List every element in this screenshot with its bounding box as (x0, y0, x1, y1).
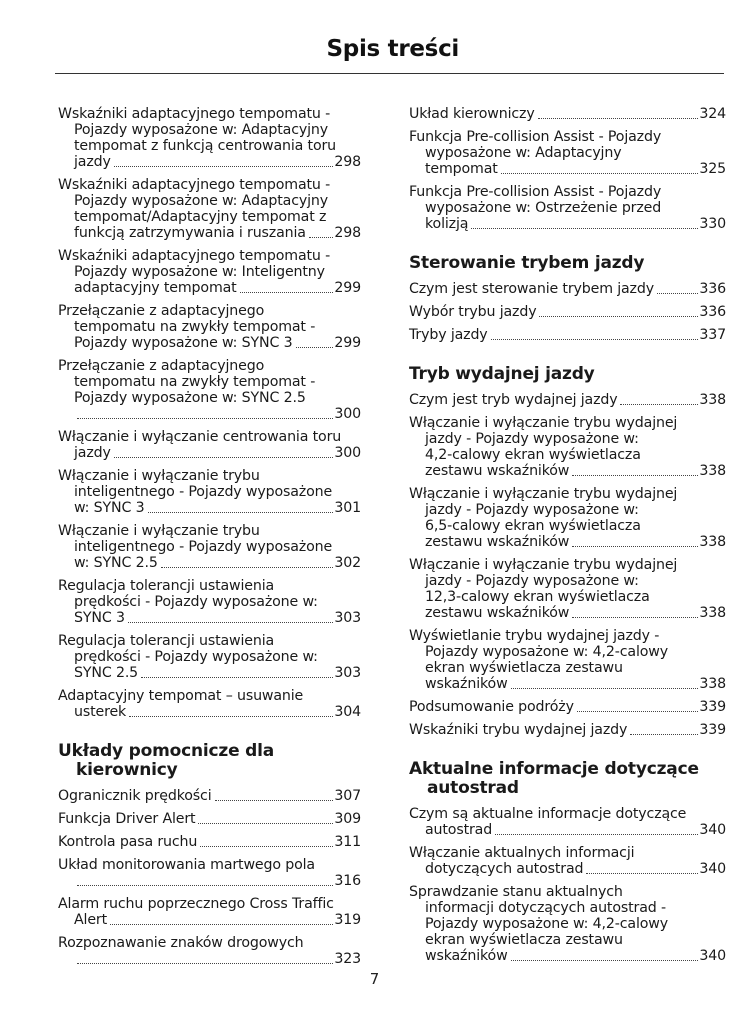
toc-page-number: 303 (334, 665, 361, 681)
section-heading: Sterowanie trybem jazdy (409, 253, 645, 273)
toc-entry-line: Przełączanie z adaptacyjnego (58, 358, 265, 374)
toc-entry-text: Wskaźniki trybu wydajnej jazdy (409, 722, 628, 738)
toc-page-number: 298 (334, 225, 361, 241)
toc-entry[interactable] (409, 557, 726, 621)
dot-leader (129, 715, 333, 717)
dot-leader (77, 884, 333, 886)
toc-entry[interactable] (409, 806, 726, 838)
toc-entry[interactable] (58, 106, 361, 170)
toc-entry-line: Alarm ruchu poprzecznego Cross Traffic (58, 896, 334, 912)
toc-entry-text: Pojazdy wyposażone w: SYNC 3 (74, 335, 293, 351)
toc-entry[interactable] (409, 845, 726, 877)
toc-entry-line: jazdy - Pojazdy wyposażone w: (425, 502, 639, 518)
toc-page-number: 307 (334, 788, 361, 804)
toc-entry-text: Podsumowanie podróży (409, 699, 574, 715)
toc-page-number: 309 (334, 811, 361, 827)
toc-page-number: 336 (699, 281, 726, 297)
toc-page-number: 338 (699, 534, 726, 550)
toc-page-number: 300 (334, 406, 361, 422)
toc-entry-line: 6,5-calowy ekran wyświetlacza (425, 518, 641, 534)
toc-entry-text: wskaźników (425, 948, 508, 964)
toc-entry-line: Włączanie i wyłączanie trybu wydajnej (409, 415, 678, 431)
toc-entry-text: tempomat (425, 161, 498, 177)
left-column (58, 106, 361, 974)
toc-entry-line: Regulacja tolerancji ustawienia (58, 578, 275, 594)
toc-entry[interactable] (409, 884, 726, 964)
toc-page-number: 338 (699, 605, 726, 621)
toc-entry[interactable] (409, 392, 726, 408)
toc-page-number: 330 (699, 216, 726, 232)
dot-leader (240, 291, 334, 293)
toc-entry[interactable] (409, 304, 726, 320)
toc-page-number: 324 (699, 106, 726, 122)
toc-entry[interactable] (58, 896, 361, 928)
dot-leader (471, 227, 698, 229)
dot-leader (148, 511, 334, 513)
toc-entry[interactable] (58, 429, 361, 461)
toc-entry-line: Układ monitorowania martwego pola (58, 857, 315, 873)
toc-page-number: 304 (334, 704, 361, 720)
toc-entry-text: Kontrola pasa ruchu (58, 834, 198, 850)
toc-entry[interactable] (409, 129, 726, 177)
toc-entry-text: Alert (74, 912, 108, 928)
dot-leader (511, 959, 699, 961)
toc-entry[interactable] (58, 857, 361, 889)
toc-entry-line: Pojazdy wyposażone w: 4,2-calowy (425, 644, 668, 660)
toc-page-number: 337 (699, 327, 726, 343)
toc-entry-text: SYNC 3 (74, 610, 125, 626)
dot-leader (511, 687, 699, 689)
toc-page-number: 319 (334, 912, 361, 928)
toc-page-number: 340 (699, 822, 726, 838)
dot-leader (657, 292, 698, 294)
toc-entry-line: tempomat z funkcją centrowania toru (74, 138, 337, 154)
toc-entry-line: Czym są aktualne informacje dotyczące (409, 806, 687, 822)
dot-leader (296, 346, 334, 348)
toc-entry-line: Włączanie i wyłączanie trybu wydajnej (409, 486, 678, 502)
toc-page-number: 302 (334, 555, 361, 571)
dot-leader (572, 616, 698, 618)
toc-page-number: 338 (699, 463, 726, 479)
toc-entry-line: prędkości - Pojazdy wyposażone w: (74, 649, 318, 665)
toc-entry-line: Sprawdzanie stanu aktualnych (409, 884, 623, 900)
toc-entry[interactable] (409, 327, 726, 343)
dot-leader (215, 799, 334, 801)
toc-entry[interactable] (409, 415, 726, 479)
dot-leader (586, 872, 698, 874)
toc-page-number: 300 (334, 445, 361, 461)
dot-leader (309, 236, 334, 238)
toc-entry-line: Włączanie i wyłączanie trybu wydajnej (409, 557, 678, 573)
toc-entry-text: zestawu wskaźników (425, 463, 570, 479)
toc-page-number: 303 (334, 610, 361, 626)
toc-page-number: 339 (699, 722, 726, 738)
toc-entry-line: wyposażone w: Ostrzeżenie przed (425, 200, 662, 216)
dot-leader (161, 566, 334, 568)
page-title: Spis treści (326, 36, 459, 62)
toc-entry[interactable] (58, 303, 361, 351)
toc-page-number: 338 (699, 392, 726, 408)
toc-page-number: 298 (334, 154, 361, 170)
toc-entry[interactable] (58, 248, 361, 296)
toc-entry-line: prędkości - Pojazdy wyposażone w: (74, 594, 318, 610)
dot-leader (77, 962, 333, 964)
toc-entry-line: Regulacja tolerancji ustawienia (58, 633, 275, 649)
toc-entry[interactable] (58, 358, 361, 422)
dot-leader (630, 733, 698, 735)
toc-entry[interactable] (58, 834, 361, 850)
toc-entry-line: Wskaźniki adaptacyjnego tempomatu - (58, 248, 331, 264)
right-column (409, 106, 726, 971)
toc-entry-line: Funkcja Pre-collision Assist - Pojazdy (409, 129, 662, 145)
toc-entry-text: zestawu wskaźników (425, 605, 570, 621)
section-heading: Tryb wydajnej jazdy (409, 364, 595, 384)
toc-entry-line: 4,2-calowy ekran wyświetlacza (425, 447, 641, 463)
toc-entry-text: Czym jest sterowanie trybem jazdy (409, 281, 654, 297)
toc-entry-line: Pojazdy wyposażone w: Adaptacyjny (74, 122, 328, 138)
toc-entry[interactable] (58, 578, 361, 626)
dot-leader (572, 545, 698, 547)
toc-entry-text: jazdy (74, 445, 111, 461)
dot-leader (491, 338, 699, 340)
toc-entry[interactable] (409, 184, 726, 232)
section-heading: Aktualne informacje dotyczące autostrad (409, 759, 699, 798)
toc-entry-text: Tryby jazdy (409, 327, 488, 343)
dot-leader (538, 117, 699, 119)
toc-entry-line: Funkcja Pre-collision Assist - Pojazdy (409, 184, 662, 200)
toc-entry-text: adaptacyjny tempomat (74, 280, 237, 296)
toc-entry-line: jazdy - Pojazdy wyposażone w: (425, 431, 639, 447)
toc-entry-line: Włączanie aktualnych informacji (409, 845, 635, 861)
toc-entry[interactable] (409, 281, 726, 297)
header-rule (55, 73, 724, 74)
dot-leader (114, 165, 334, 167)
dot-leader (200, 845, 333, 847)
toc-entry-line: wyposażone w: Adaptacyjny (425, 145, 622, 161)
toc-entry-text: Wybór trybu jazdy (409, 304, 537, 320)
toc-page-number: 336 (699, 304, 726, 320)
dot-leader (114, 456, 334, 458)
toc-entry-line: jazdy - Pojazdy wyposażone w: (425, 573, 639, 589)
toc-entry-line: Pojazdy wyposażone w: Inteligentny (74, 264, 325, 280)
toc-entry-line: inteligentnego - Pojazdy wyposażone (74, 484, 333, 500)
toc-page-number: 316 (334, 873, 361, 889)
toc-entry[interactable] (409, 722, 726, 738)
toc-entry[interactable] (409, 628, 726, 692)
toc-entry-line: inteligentnego - Pojazdy wyposażone (74, 539, 333, 555)
toc-entry-line: Pojazdy wyposażone w: SYNC 2.5 (74, 390, 306, 406)
toc-entry-line: Pojazdy wyposażone w: 4,2-calowy (425, 916, 668, 932)
toc-entry-line: Włączanie i wyłączanie trybu (58, 468, 260, 484)
toc-entry-text: usterek (74, 704, 127, 720)
section-heading: Układy pomocnicze dla kierownicy (58, 741, 274, 780)
toc-entry-line: 12,3-calowy ekran wyświetlacza (425, 589, 650, 605)
toc-entry-text: kolizją (425, 216, 469, 232)
toc-entry-text: w: SYNC 2.5 (74, 555, 158, 571)
toc-entry[interactable] (58, 523, 361, 571)
toc-page-number: 340 (699, 861, 726, 877)
dot-leader (141, 676, 333, 678)
toc-page-number: 299 (334, 280, 361, 296)
toc-page-number: 323 (334, 951, 361, 967)
toc-page-number: 311 (334, 834, 361, 850)
dot-leader (110, 923, 333, 925)
toc-entry-text: autostrad (425, 822, 493, 838)
toc-entry-text: jazdy (74, 154, 111, 170)
toc-entry-line: ekran wyświetlacza zestawu (425, 660, 623, 676)
dot-leader (620, 403, 698, 405)
toc-entry-line: ekran wyświetlacza zestawu (425, 932, 623, 948)
toc-entry[interactable] (58, 811, 361, 827)
toc-entry-text: Czym jest tryb wydajnej jazdy (409, 392, 618, 408)
dot-leader (77, 417, 333, 419)
toc-page-number: 301 (334, 500, 361, 516)
toc-entry-line: tempomatu na zwykły tempomat - (74, 319, 316, 335)
toc-page-number: 299 (334, 335, 361, 351)
dot-leader (539, 315, 698, 317)
page-number: 7 (369, 970, 380, 988)
toc-entry-text: wskaźników (425, 676, 508, 692)
toc-entry-text: Ogranicznik prędkości (58, 788, 212, 804)
toc-entry-text: funkcją zatrzymywania i ruszania (74, 225, 306, 241)
toc-entry-line: tempomat/Adaptacyjny tempomat z (74, 209, 327, 225)
toc-entry[interactable] (409, 699, 726, 715)
toc-page-number: 339 (699, 699, 726, 715)
toc-entry[interactable] (58, 468, 361, 516)
toc-entry-text: Układ kierowniczy (409, 106, 535, 122)
toc-entry-line: Wskaźniki adaptacyjnego tempomatu - (58, 106, 331, 122)
toc-entry-text: Funkcja Driver Alert (58, 811, 196, 827)
toc-entry[interactable] (58, 688, 361, 720)
toc-entry-line: Włączanie i wyłączanie centrowania toru (58, 429, 342, 445)
toc-entry-text: zestawu wskaźników (425, 534, 570, 550)
toc-entry[interactable] (58, 633, 361, 681)
dot-leader (495, 833, 698, 835)
toc-entry-line: Rozpoznawanie znaków drogowych (58, 935, 304, 951)
toc-entry-line: Włączanie i wyłączanie trybu (58, 523, 260, 539)
dot-leader (577, 710, 699, 712)
toc-entry[interactable] (58, 935, 361, 967)
toc-entry[interactable] (409, 486, 726, 550)
toc-entry-line: Adaptacyjny tempomat – usuwanie (58, 688, 304, 704)
toc-entry-line: tempomatu na zwykły tempomat - (74, 374, 316, 390)
toc-entry-line: Wskaźniki adaptacyjnego tempomatu - (58, 177, 331, 193)
dot-leader (128, 621, 334, 623)
toc-entry[interactable] (58, 788, 361, 804)
toc-entry-line: Wyświetlanie trybu wydajnej jazdy - (409, 628, 660, 644)
toc-entry-text: SYNC 2.5 (74, 665, 139, 681)
dot-leader (572, 474, 698, 476)
toc-entry-text: dotyczących autostrad (425, 861, 584, 877)
toc-entry-line: Pojazdy wyposażone w: Adaptacyjny (74, 193, 328, 209)
toc-entry-line: informacji dotyczących autostrad - (425, 900, 666, 916)
toc-page-number: 338 (699, 676, 726, 692)
toc-entry[interactable] (58, 177, 361, 241)
toc-entry-text: w: SYNC 3 (74, 500, 145, 516)
toc-entry-line: Przełączanie z adaptacyjnego (58, 303, 265, 319)
dot-leader (198, 822, 333, 824)
toc-page-number: 325 (699, 161, 726, 177)
dot-leader (501, 172, 699, 174)
toc-page-number: 340 (699, 948, 726, 964)
toc-entry[interactable] (409, 106, 726, 122)
